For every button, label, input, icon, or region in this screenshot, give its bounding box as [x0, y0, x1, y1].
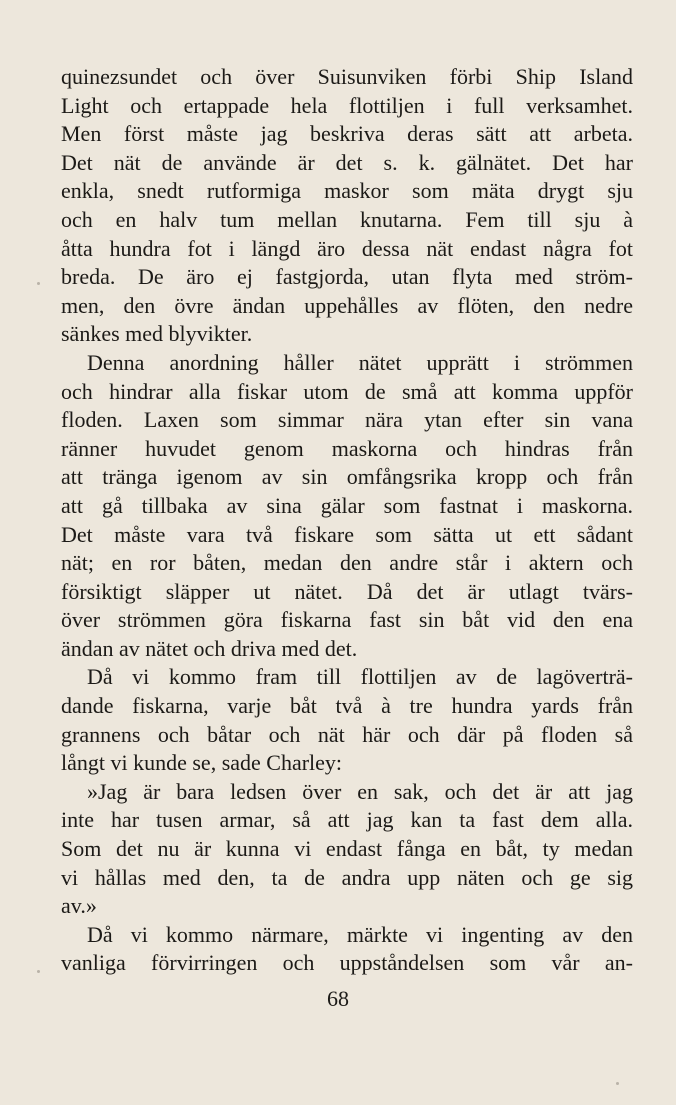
text-line: enkla, snedt rutformiga maskor som mäta drygt sju	[61, 178, 633, 204]
text-line: och en halv tum mellan knutarna. Fem till sju à	[61, 206, 633, 232]
text-line: vanliga förvirringen och uppståndelsen som vår an-	[61, 950, 633, 976]
margin-speck	[37, 282, 40, 285]
text-line: vi hållas med den, ta de andra upp näten och ge sig	[61, 864, 633, 890]
text-line: långt vi kunde se, sade Charley:	[61, 750, 343, 776]
text-line: att gå tillbaka av sina gälar som fastnat i maskorna.	[61, 492, 633, 518]
text-line: Som det nu är kunna vi endast fånga en båt, ty medan	[61, 836, 633, 862]
margin-speck	[37, 970, 40, 973]
text-line: över strömmen göra fiskarna fast sin båt vid den ena	[61, 607, 633, 633]
text-line: »Jag är bara ledsen över en sak, och det är att jag	[87, 778, 633, 804]
text-line: åtta hundra fot i längd äro dessa nät endast några fot	[61, 235, 633, 261]
text-line: Då vi kommo fram till flottiljen av de lagöverträ-	[87, 664, 633, 690]
text-line: Då vi kommo närmare, märkte vi ingenting av den	[87, 921, 633, 947]
text-line: försiktigt släpper ut nätet. Då det är utlagt tvärs-	[61, 578, 633, 604]
text-line: Det nät de använde är det s. k. gälnätet. Det har	[61, 149, 633, 175]
text-line: Det måste vara två fiskare som sätta ut ett sådant	[61, 521, 633, 547]
text-line: nät; en ror båten, medan den andre står i aktern och	[61, 550, 633, 576]
text-line: sänkes med blyvikter.	[61, 321, 253, 347]
margin-speck	[616, 1082, 619, 1085]
text-line: Denna anordning håller nätet upprätt i strömmen	[87, 349, 633, 375]
text-line: inte har tusen armar, så att jag kan ta fast dem alla.	[61, 807, 633, 833]
text-line: ändan av nätet och driva med det.	[61, 635, 358, 661]
page-number: 68	[327, 986, 349, 1011]
text-line: ränner huvudet genom maskorna och hindras från	[61, 435, 633, 461]
text-line: Light och ertappade hela flottiljen i full verksamhet.	[61, 92, 633, 118]
text-line: men, den övre ändan uppehålles av flöten, den nedre	[61, 292, 633, 318]
text-line: floden. Laxen som simmar nära ytan efter sin vana	[61, 407, 633, 433]
text-line: Men först måste jag beskriva deras sätt att arbeta.	[61, 121, 633, 147]
text-line: breda. De äro ej fastgjorda, utan flyta med ström-	[61, 264, 633, 290]
text-line: quinezsundet och över Suisunviken förbi Ship Island	[61, 64, 633, 89]
text-line: grannens och båtar och nät här och där på floden så	[61, 721, 633, 747]
text-line: och hindrar alla fiskar utom de små att komma uppför	[61, 378, 633, 404]
text-line: dande fiskarna, varje båt två à tre hundra yards från	[61, 693, 633, 719]
text-line: av.»	[61, 893, 97, 919]
body-text	[61, 63, 633, 978]
text-line: att tränga igenom av sin omfångsrika kropp och från	[61, 464, 633, 490]
